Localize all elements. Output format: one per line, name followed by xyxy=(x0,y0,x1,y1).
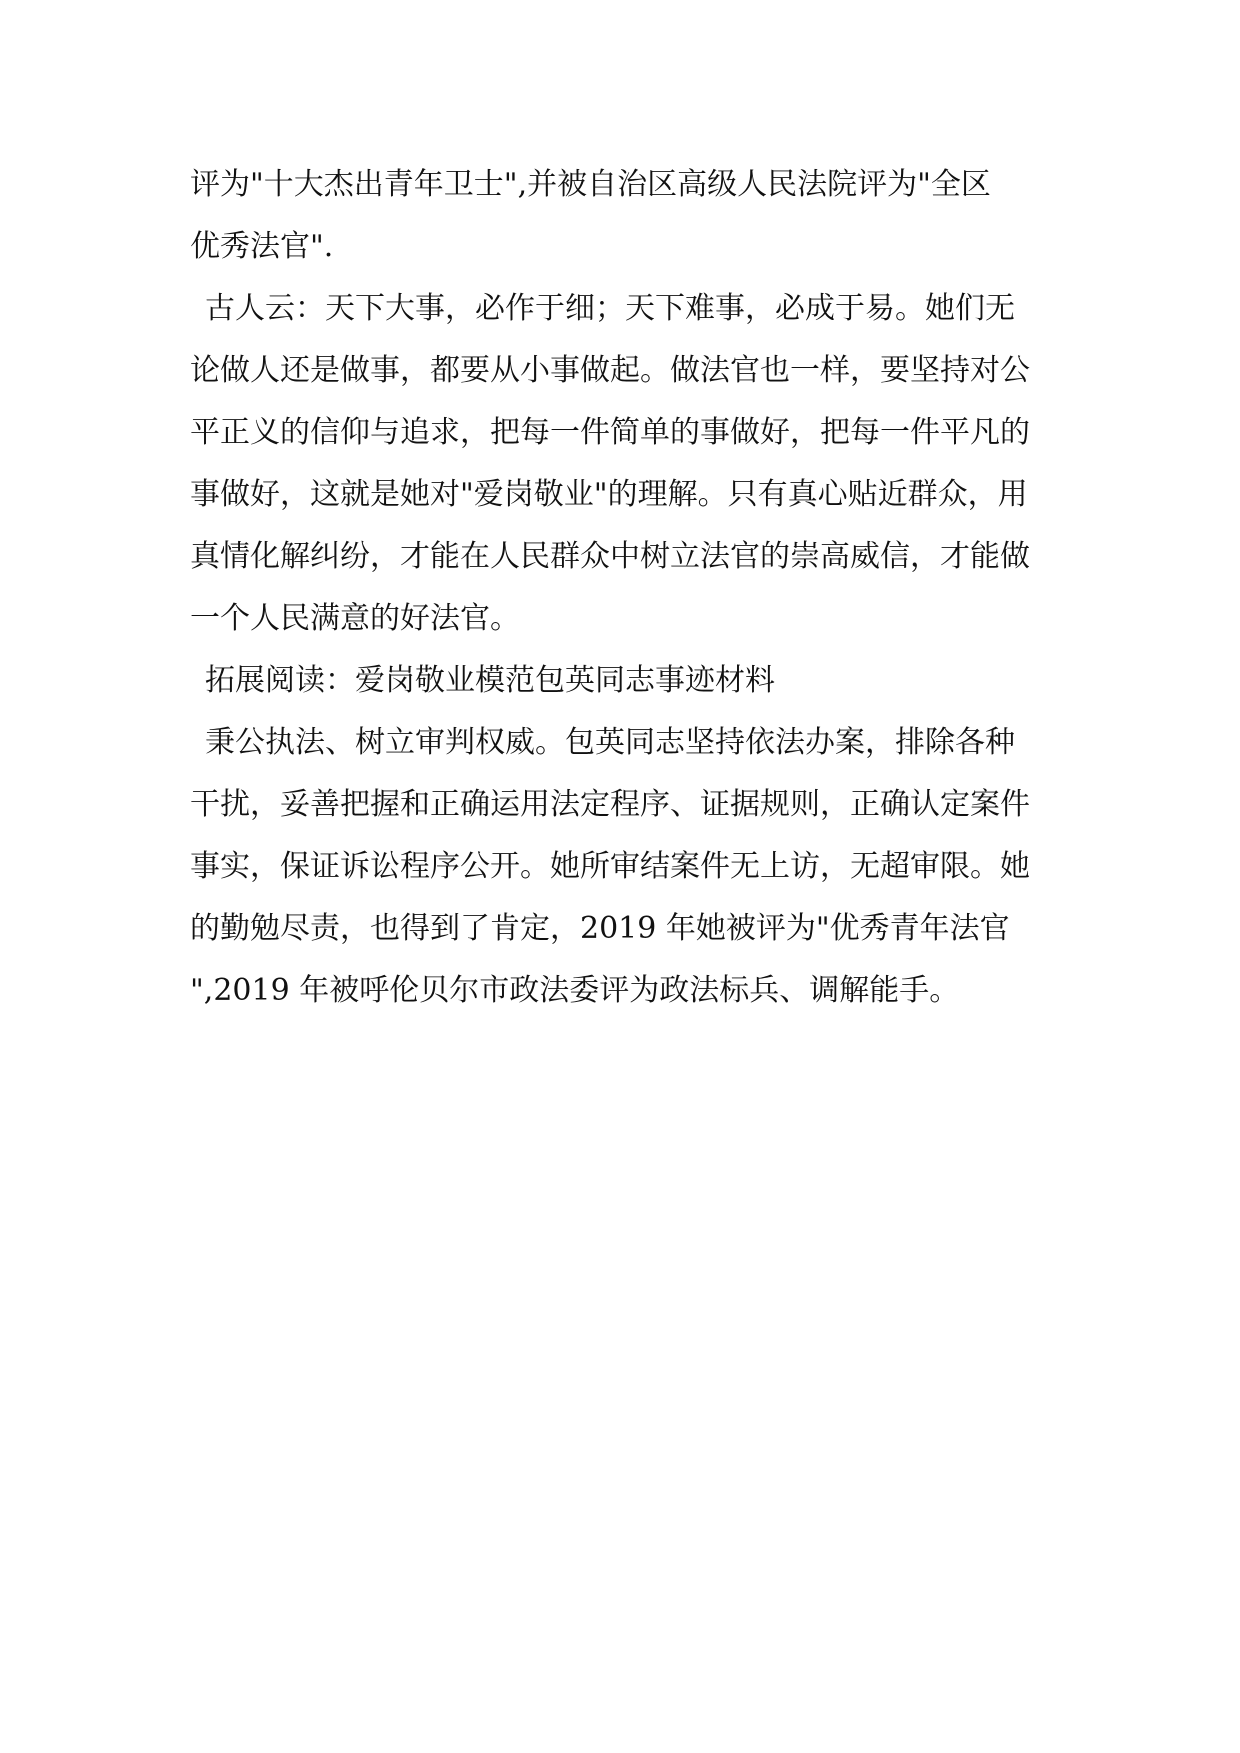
text-line-12: 事实，保证诉讼程序公开。她所审结案件无上访，无超审限。她 xyxy=(190,849,1030,884)
text-line-6: 事做好，这就是她对"爱岗敬业"的理解。只有真心贴近群众，用 xyxy=(190,477,1028,512)
text-line-1: 评为"十大杰出青年卫士",并被自治区高级人民法院评为"全区 xyxy=(190,167,991,202)
text-line-9: 拓展阅读：爱岗敬业模范包英同志事迹材料 xyxy=(205,663,775,698)
text-line-8: 一个人民满意的好法官。 xyxy=(190,601,520,636)
text-line-3: 古人云：天下大事，必作于细；天下难事，必成于易。她们无 xyxy=(205,291,1015,326)
text-line-11: 干扰，妥善把握和正确运用法定程序、证据规则，正确认定案件 xyxy=(190,787,1030,822)
text-line-5: 平正义的信仰与追求，把每一件简单的事做好，把每一件平凡的 xyxy=(190,415,1030,450)
text-line-2: 优秀法官". xyxy=(190,229,334,264)
text-line-14: ",2019 年被呼伦贝尔市政法委评为政法标兵、调解能手。 xyxy=(190,973,960,1008)
text-line-10: 秉公执法、树立审判权威。包英同志坚持依法办案，排除各种 xyxy=(205,725,1015,760)
text-line-7: 真情化解纠纷，才能在人民群众中树立法官的崇高威信，才能做 xyxy=(190,539,1030,574)
text-line-4: 论做人还是做事，都要从小事做起。做法官也一样，要坚持对公 xyxy=(190,353,1030,388)
document-body xyxy=(190,154,1070,1022)
text-line-13: 的勤勉尽责，也得到了肯定，2019 年她被评为"优秀青年法官 xyxy=(190,911,1010,946)
